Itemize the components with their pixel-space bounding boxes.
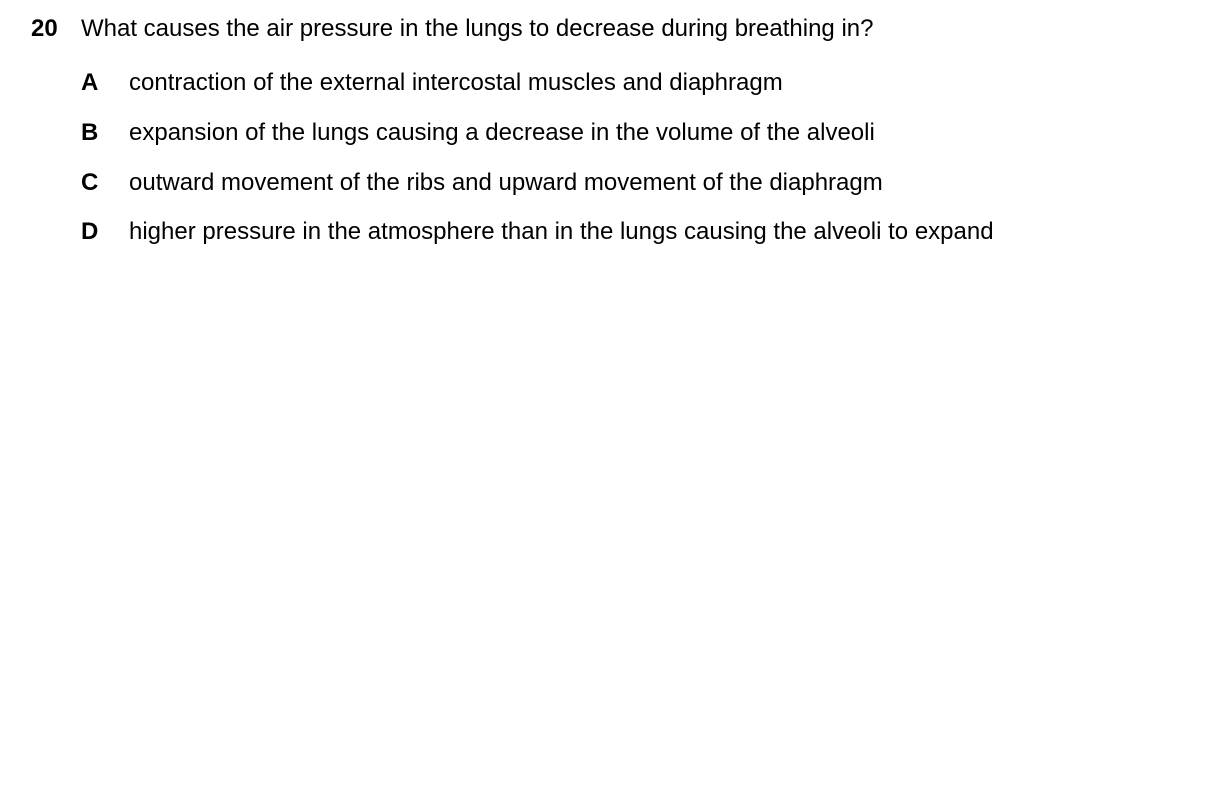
answer-option-c (0, 169, 1209, 197)
option-letter: B (81, 119, 99, 146)
option-text: outward movement of the ribs and upward movement of the diaphragm (129, 169, 883, 196)
option-letter: A (81, 69, 99, 96)
question-number: 20 (31, 15, 58, 42)
question-stem: What causes the air pressure in the lungs to decrease during breathing in? (81, 15, 874, 42)
answer-option-b (0, 119, 1209, 147)
option-text: higher pressure in the atmosphere than in the lungs causing the alveoli to expand (129, 218, 994, 245)
option-letter: C (81, 169, 99, 196)
option-letter: D (81, 218, 99, 245)
answer-option-d (0, 218, 1209, 246)
option-text: expansion of the lungs causing a decrease in the volume of the alveoli (129, 119, 875, 146)
option-text: contraction of the external intercostal muscles and diaphragm (129, 69, 783, 96)
answer-option-a (0, 69, 1209, 97)
